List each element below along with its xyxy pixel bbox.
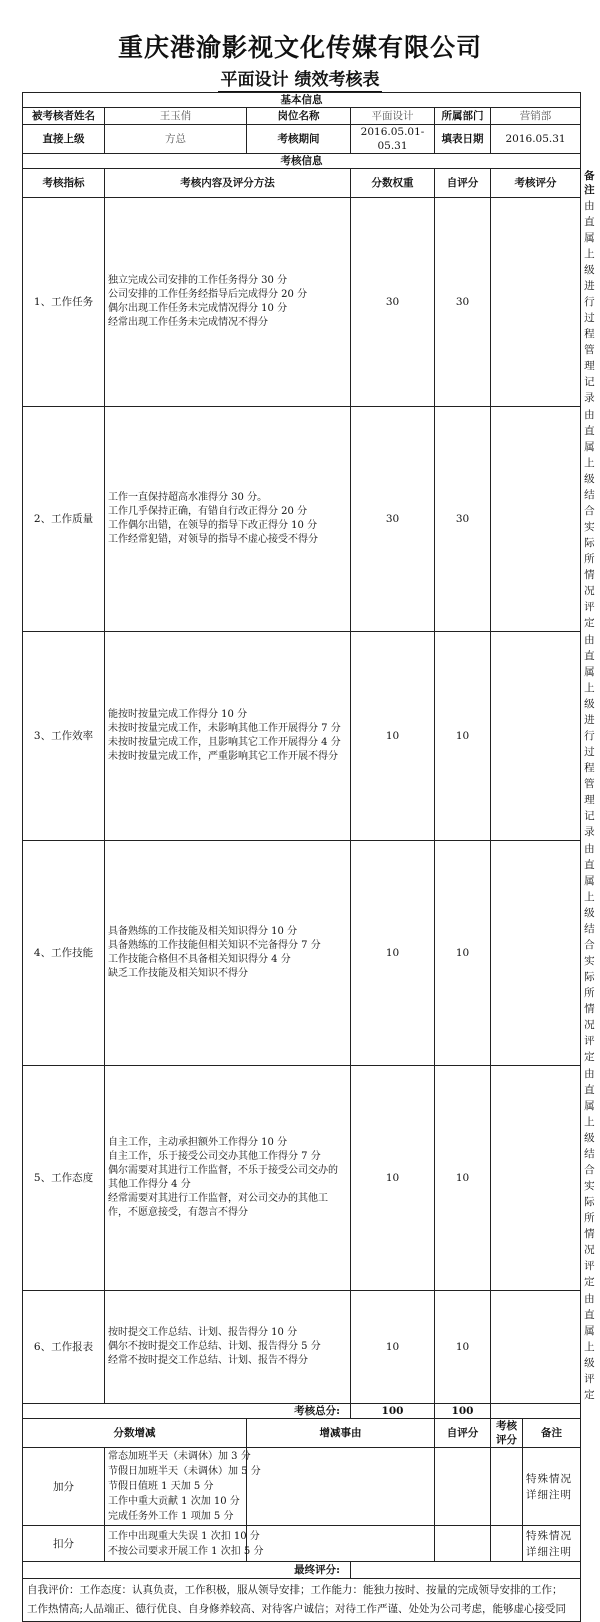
content-line: 工作几乎保持正确，有错自行改正得分 20 分 <box>108 506 308 517</box>
add-points-item: 节假日值班 1 天加 5 分 <box>108 1481 214 1492</box>
date-label: 填表日期 <box>435 125 491 154</box>
content-line: 工作一直保持超高水准得分 30 分。 <box>108 492 268 503</box>
dept-value: 营销部 <box>491 108 581 125</box>
assessment-section-row <box>23 154 581 169</box>
final-score-label: 最终评分: <box>23 1562 351 1579</box>
content-line: 工作偶尔出错，在领导的指导下改正得分 10 分 <box>108 520 318 531</box>
add-points-item: 常态加班半天（未调休）加 3 分 <box>108 1451 251 1462</box>
basic-info-row-2 <box>23 125 581 154</box>
content-line: 按时提交工作总结、计划、报告得分 10 分 <box>108 1327 298 1338</box>
content-cell <box>105 198 351 407</box>
self-score-cell: 10 <box>435 1291 491 1404</box>
self-score-cell: 30 <box>435 407 491 632</box>
table-row: 6、工作报表 按时提交工作总结、计划、报告得分 10 分 偶尔不按时提交工作总结、计划、报告得分 5 分 经常不按时提交工作总结、计划、报告不得分 10 10 由直属上级评定 <box>23 1291 581 1404</box>
add-points-item: 完成任务外工作 1 项加 5 分 <box>108 1511 234 1522</box>
deduct-points-item: 不按公司要求开展工作 1 次扣 5 分 <box>108 1545 264 1557</box>
deduct-points-reason <box>247 1526 435 1562</box>
adjust-header-reason: 增减事由 <box>247 1419 435 1448</box>
self-evaluation-row <box>23 1579 581 1622</box>
period-value: 2016.05.01-05.31 <box>351 125 435 154</box>
position-label: 岗位名称 <box>247 108 351 125</box>
adjust-header-row <box>23 1419 581 1448</box>
header-self-score: 自评分 <box>435 169 491 198</box>
content-cell <box>105 1066 351 1291</box>
adjust-header-self: 自评分 <box>435 1419 491 1448</box>
content-line: 自主工作，主动承担额外工作得分 10 分 <box>108 1137 288 1148</box>
position-value: 平面设计 <box>351 108 435 125</box>
content-line: 经常不按时提交工作总结、计划、报告不得分 <box>108 1355 308 1366</box>
company-name: 重庆港渝影视文化传媒有限公司 <box>117 33 482 62</box>
content-line: 独立完成公司安排的工作任务得分 30 分 <box>108 275 288 286</box>
content-line: 未按时按量完成工作，未影响其他工作开展得分 7 分 <box>108 723 341 734</box>
add-points-reason <box>247 1448 435 1526</box>
content-cell <box>105 632 351 841</box>
add-points-note: 特殊情况详细注明 <box>523 1448 581 1526</box>
self-score-cell: 10 <box>435 632 491 841</box>
content-line: 具备熟练的工作技能及相关知识得分 10 分 <box>108 926 298 937</box>
deduct-points-self <box>435 1526 491 1562</box>
basic-info-title: 基本信息 <box>23 93 581 108</box>
content-line: 作，不愿意接受，有怨言不得分 <box>108 1207 248 1218</box>
assess-score-cell <box>491 198 581 407</box>
deduct-points-items <box>105 1526 264 1562</box>
table-row: 3、工作效率 能按时按量完成工作得分 10 分 未按时按量完成工作，未影响其他工作开展得分 7 分 未按时按量完成工作，且影响其它工作开展得分 4 分 未按时按量完成工作，严重影响其它工作开展不得分 10 10 由直属上级进行过程管理记录 <box>23 632 581 841</box>
add-points-assess <box>491 1448 523 1526</box>
assess-score-cell <box>491 841 581 1066</box>
header-content: 考核内容及评分方法 <box>105 169 351 198</box>
deduct-points-item: 工作中出现重大失误 1 次扣 10 分 <box>108 1530 260 1542</box>
table-row: 1、工作任务 独立完成公司安排的工作任务得分 30 分 公司安排的工作任务经指导后完成得分 20 分 偶尔出现工作任务未完成情况得分 10 分 经常出现工作任务未完成情况不得分 30 30 由直属上级进行过程管理记录 <box>23 198 581 407</box>
content-line: 偶尔需要对其进行工作监督，不乐于接受公司交办的 <box>108 1165 338 1176</box>
total-weight: 100 <box>351 1404 435 1419</box>
weight-cell: 10 <box>351 1066 435 1291</box>
superior-label: 直接上级 <box>23 125 105 154</box>
date-value: 2016.05.31 <box>491 125 581 154</box>
indicator-cell: 1、工作任务 <box>23 198 105 407</box>
header-indicator: 考核指标 <box>23 169 105 198</box>
assessment-title: 考核信息 <box>23 154 581 169</box>
content-line: 偶尔不按时提交工作总结、计划、报告得分 5 分 <box>108 1341 321 1352</box>
content-line: 未按时按量完成工作，严重影响其它工作开展不得分 <box>108 751 338 762</box>
content-cell <box>105 1291 351 1404</box>
content-line: 自主工作，乐于接受公司交办其他工作得分 7 分 <box>108 1151 321 1162</box>
indicator-cell: 3、工作效率 <box>23 632 105 841</box>
add-points-label: 加分 <box>23 1448 105 1526</box>
self-evaluation-line: 工作热情高;人品端正、德行优良、自身修养较高、对待客户诚信；对待工作严谨、处处为公司考虑，能够虚心接受同 <box>27 1603 567 1615</box>
adjust-header-note: 备注 <box>523 1419 581 1448</box>
self-score-cell: 10 <box>435 1066 491 1291</box>
name-label: 被考核者姓名 <box>23 108 105 125</box>
content-line: 能按时按量完成工作得分 10 分 <box>108 709 248 720</box>
basic-info-row-1 <box>23 108 581 125</box>
self-evaluation-cell <box>23 1579 581 1622</box>
dept-label: 所属部门 <box>435 108 491 125</box>
form-subtitle <box>0 65 600 92</box>
final-score-row <box>23 1562 581 1579</box>
total-self-score: 100 <box>435 1404 491 1419</box>
content-cell <box>105 407 351 632</box>
form-subtitle-text: 平面设计 绩效考核表 <box>218 65 383 92</box>
header-assess-score: 考核评分 <box>491 169 581 198</box>
self-score-cell: 10 <box>435 841 491 1066</box>
adjust-header-points: 分数增减 <box>23 1419 247 1448</box>
content-line: 具备熟练的工作技能但相关知识不完备得分 7 分 <box>108 940 321 951</box>
name-value: 王玉俏 <box>105 108 247 125</box>
header-weight: 分数权重 <box>351 169 435 198</box>
deduct-points-label: 扣分 <box>23 1526 105 1562</box>
total-assess-score <box>491 1404 581 1419</box>
content-line: 缺乏工作技能及相关知识不得分 <box>108 968 248 979</box>
content-line: 工作经常犯错，对领导的指导不虚心接受不得分 <box>108 534 318 545</box>
basic-info-section-row <box>23 93 581 108</box>
superior-value: 方总 <box>105 125 247 154</box>
content-line: 经常需要对其进行工作监督，对公司交办的其他工 <box>108 1193 328 1204</box>
assess-score-cell <box>491 632 581 841</box>
add-points-row <box>23 1448 581 1526</box>
assess-score-cell <box>491 1066 581 1291</box>
table-row: 2、工作质量 工作一直保持超高水准得分 30 分。 工作几乎保持正确，有错自行改正得分 20 分 工作偶尔出错，在领导的指导下改正得分 10 分 工作经常犯错，对领导的指导不虚心接受不得分 30 30 由直属上级结合实际所情况评定 <box>23 407 581 632</box>
table-row: 4、工作技能 具备熟练的工作技能及相关知识得分 10 分 具备熟练的工作技能但相关知识不完备得分 7 分 工作技能合格但不具备相关知识得分 4 分 缺乏工作技能及相关知识不得分 10 10 由直属上级结合实际所情况评定 <box>23 841 581 1066</box>
content-cell <box>105 841 351 1066</box>
content-line: 偶尔出现工作任务未完成情况得分 10 分 <box>108 303 288 314</box>
final-score-value <box>351 1562 581 1579</box>
table-row: 5、工作态度 自主工作，主动承担额外工作得分 10 分 自主工作，乐于接受公司交办其他工作得分 7 分 偶尔需要对其进行工作监督，不乐于接受公司交办的 其他工作得分 4 分 经常需要对其进行工作监督，对公司交办的其他工 作，不愿意接受，有怨言不得分 10 10 由直属上级结合实际所情况评定 <box>23 1066 581 1291</box>
deduct-points-row <box>23 1526 581 1562</box>
add-points-items <box>105 1448 261 1526</box>
self-evaluation-line: 自我评价：工作态度：认真负责，工作积极，服从领导安排；工作能力：能独力按时、按量的完成领导安排的工作； <box>27 1584 563 1596</box>
weight-cell: 30 <box>351 198 435 407</box>
content-line: 未按时按量完成工作，且影响其它工作开展得分 4 分 <box>108 737 341 748</box>
weight-cell: 10 <box>351 1291 435 1404</box>
self-score-cell: 30 <box>435 198 491 407</box>
assess-score-cell <box>491 407 581 632</box>
deduct-points-note: 特殊情况详细注明 <box>523 1526 581 1562</box>
weight-cell: 10 <box>351 632 435 841</box>
assessment-header-row: 考核指标 考核内容及评分方法 分数权重 自评分 考核评分 备注 <box>23 169 581 198</box>
content-line: 工作技能合格但不具备相关知识得分 4 分 <box>108 954 291 965</box>
content-line: 其他工作得分 4 分 <box>108 1179 191 1190</box>
indicator-cell: 4、工作技能 <box>23 841 105 1066</box>
indicator-cell: 5、工作态度 <box>23 1066 105 1291</box>
indicator-cell: 2、工作质量 <box>23 407 105 632</box>
deduct-points-assess <box>491 1526 523 1562</box>
total-label: 考核总分: <box>23 1404 351 1419</box>
total-row <box>23 1404 581 1419</box>
content-line: 经常出现工作任务未完成情况不得分 <box>108 317 268 328</box>
weight-cell: 30 <box>351 407 435 632</box>
indicator-cell: 6、工作报表 <box>23 1291 105 1404</box>
add-points-item: 节假日加班半天（未调休）加 5 分 <box>108 1466 261 1477</box>
content-line: 公司安排的工作任务经指导后完成得分 20 分 <box>108 289 308 300</box>
add-points-self <box>435 1448 491 1526</box>
add-points-item: 工作中重大贡献 1 次加 10 分 <box>108 1496 240 1507</box>
appraisal-table <box>22 92 596 1622</box>
weight-cell: 10 <box>351 841 435 1066</box>
period-label: 考核期间 <box>247 125 351 154</box>
adjust-header-assess: 考核评分 <box>491 1419 523 1448</box>
assess-score-cell <box>491 1291 581 1404</box>
